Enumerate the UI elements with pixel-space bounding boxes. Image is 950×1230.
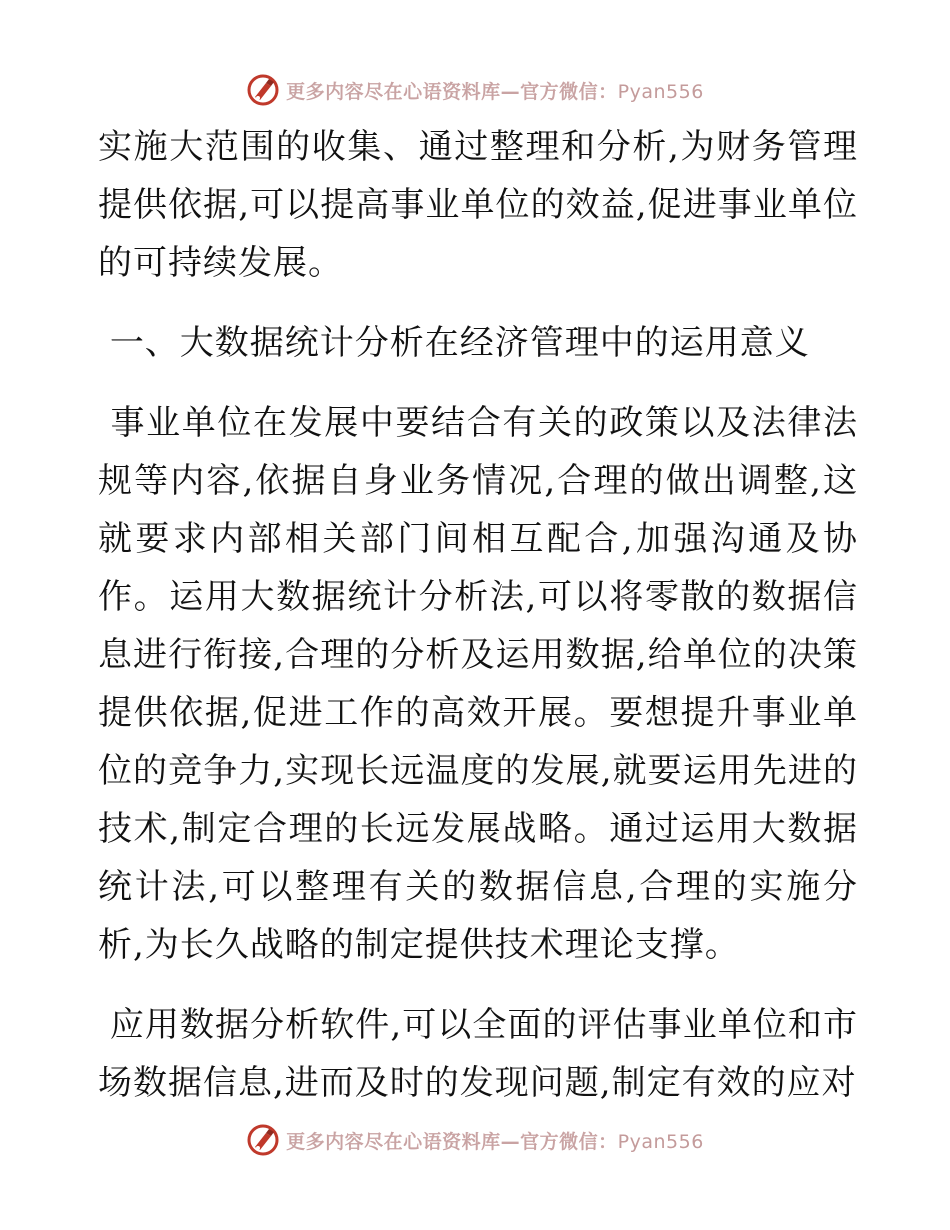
watermark-text: 更多内容尽在心语资料库—官方微信：Pyan556 <box>286 1130 704 1153</box>
paragraph-significance: 事业单位在发展中要结合有关的政策以及法律法规等内容,依据自身业务情况,合理的做出调整,这就要求内部相关部门间相互配合,加强沟通及协作。运用大数据统计分析法,可以将零散的数据信息进行衔接,合理的分析及运用数据,给单位的决策提供依据,促进工作的高效开展。要想提升事业单位的竞争力,实现长远温度的发展,就要运用先进的技术,制定合理的长远发展战略。通过运用大数据统计法,可以整理有关的数据信息,合理的实施分析,为长久战略的制定提供技术理论支撑。 <box>98 403 858 965</box>
section-heading: 一、大数据统计分析在经济管理中的运用意义 <box>109 323 810 363</box>
watermark-wechat-id: Pyan556 <box>617 1130 704 1153</box>
footer-watermark <box>0 1120 950 1160</box>
watermark-text: 更多内容尽在心语资料库—官方微信：Pyan556 <box>286 80 704 103</box>
watermark-logo-icon <box>246 73 280 107</box>
watermark-wechat-id: Pyan556 <box>617 80 704 103</box>
paragraph-software: 应用数据分析软件,可以全面的评估事业单位和市场数据信息,进而及时的发现问题,制定有效的应对 <box>98 1005 858 1103</box>
paragraph-intro: 实施大范围的收集、通过整理和分析,为财务管理提供依据,可以提高事业单位的效益,促进事业单位的可持续发展。 <box>98 127 858 283</box>
watermark-logo-icon <box>246 1123 280 1157</box>
header-watermark <box>0 70 950 110</box>
document-body <box>98 118 858 1112</box>
